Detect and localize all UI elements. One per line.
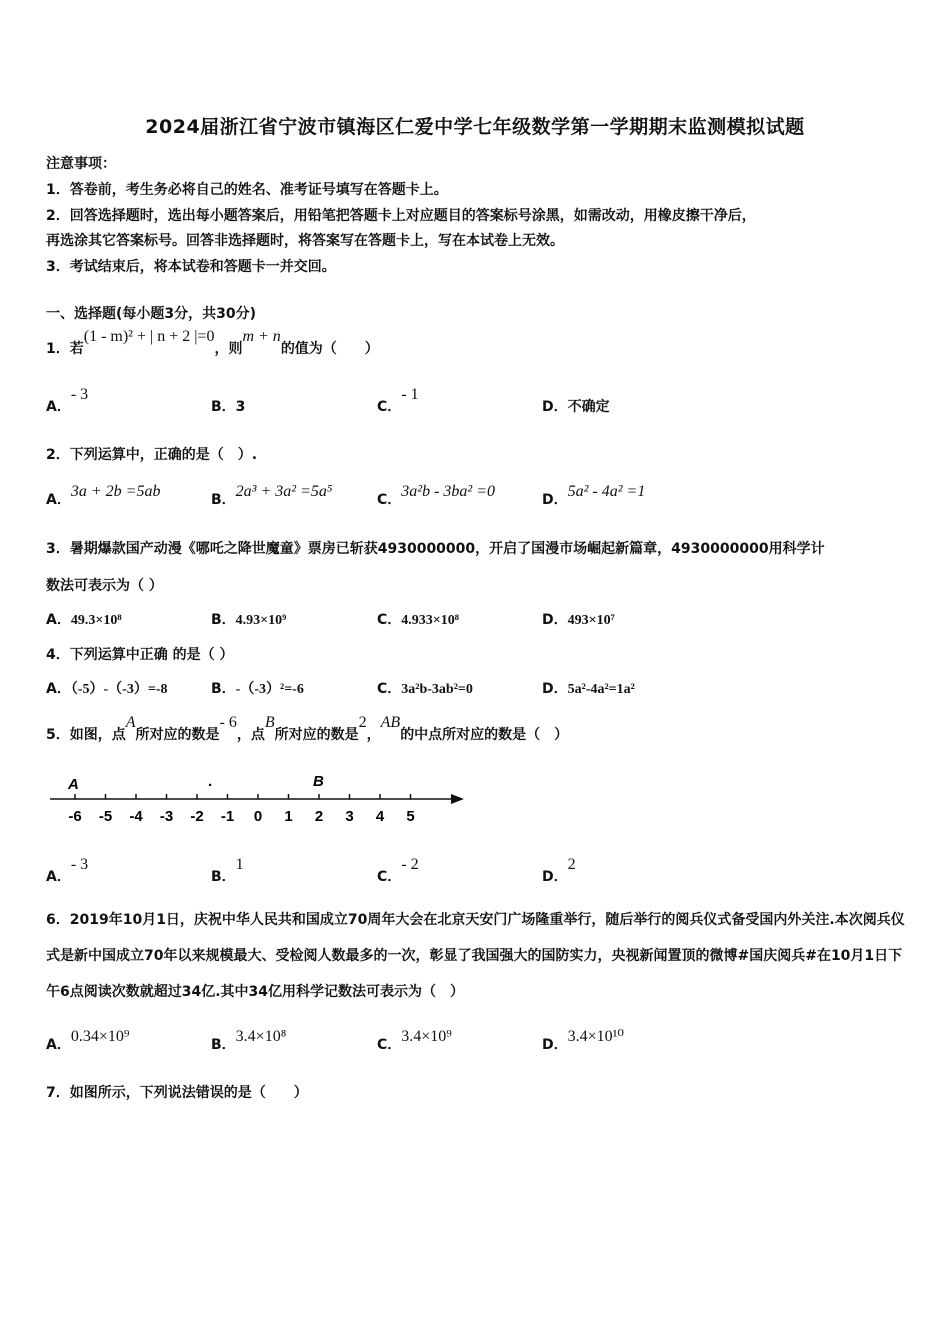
- question-4: 4．下列运算中正确 的是（ ）: [46, 647, 234, 663]
- q1-expression-2: m + n: [242, 328, 281, 345]
- q6-option-b[interactable]: B．3.4×10⁸: [211, 1028, 287, 1053]
- q1-option-a[interactable]: A．- 3: [46, 386, 89, 415]
- q6-option-d[interactable]: D．3.4×10¹⁰: [542, 1028, 624, 1053]
- q4-option-c[interactable]: C．3a²b-3ab²=0: [377, 681, 473, 697]
- q2-option-d[interactable]: D．5a² - 4a² =1: [542, 483, 646, 508]
- q3-option-a[interactable]: A．49.3×10⁸: [46, 612, 122, 628]
- q1-expression: (1 - m)² + | n + 2 |=0: [83, 328, 215, 345]
- q2-option-c[interactable]: C．3a²b - 3ba² =0: [377, 483, 495, 508]
- q3-option-b[interactable]: B．4.93×10⁹: [211, 612, 287, 628]
- midpoint-dot: .: [208, 773, 213, 790]
- q1-option-c[interactable]: C．- 1: [377, 386, 419, 415]
- question-3-line-1: 3．暑期爆款国产动漫《哪吒之降世魔童》票房已斩获4930000000，开启了国漫市场崛起新篇章，4930000000用科学计: [46, 541, 825, 557]
- q2-option-a[interactable]: A．3a + 2b =5ab: [46, 483, 161, 508]
- q3-option-d[interactable]: D．493×10⁷: [542, 612, 615, 628]
- question-7: 7．如图所示，下列说法错误的是（ ）: [46, 1085, 308, 1101]
- number-line-tick-label: -3: [159, 808, 174, 825]
- notice-item-2: 2．回答选择题时，选出每小题答案后，用铅笔把答题卡上对应题目的答案标号涂黑，如需改动，用橡皮擦干净后，: [46, 208, 756, 224]
- number-line-tick-label: -2: [190, 808, 204, 825]
- number-line-arrow: [451, 794, 464, 804]
- question-1: 1．若(1 - m)² + | n + 2 |=0，则m + n的值为（ ）: [46, 328, 379, 357]
- notice-item-2-cont: 再选涂其它答案标号。回答非选择题时，将答案写在答题卡上，写在本试卷上无效。: [46, 233, 564, 249]
- number-line-tick-label: 0: [253, 808, 263, 825]
- number-line-tick-label: 3: [345, 808, 354, 825]
- q4-option-b[interactable]: B．-（-3）²=-6: [211, 681, 304, 697]
- number-line-tick-label: -6: [68, 808, 82, 825]
- notice-heading: 注意事项：: [46, 156, 116, 172]
- question-3-line-2: 数法可表示为（ ）: [46, 578, 163, 594]
- point-a-label: A: [68, 776, 79, 793]
- q5-option-b[interactable]: B．1: [211, 856, 244, 885]
- section-heading: 一、选择题(每小题3分，共30分): [46, 306, 257, 322]
- notice-item-1: 1．答卷前，考生务必将自己的姓名、准考证号填写在答题卡上。: [46, 182, 448, 198]
- number-line-tick-label: 2: [314, 808, 324, 825]
- q6-option-c[interactable]: C．3.4×10⁹: [377, 1028, 452, 1053]
- page-title: 2024届浙江省宁波市镇海区仁爱中学七年级数学第一学期期末监测模拟试题: [145, 116, 805, 138]
- number-line-tick-label: 4: [375, 808, 385, 825]
- notice-item-3: 3．考试结束后，将本试卷和答题卡一并交回。: [46, 259, 336, 275]
- q2-option-b[interactable]: B．2a³ + 3a² =5a⁵: [211, 483, 333, 508]
- number-line-figure: [46, 766, 466, 830]
- question-5: 5．如图，点A所对应的数是- 6，点B所对应的数是2，AB的中点所对应的数是（ ）: [46, 714, 569, 743]
- q5-option-a[interactable]: A．- 3: [46, 856, 89, 885]
- question-2: 2．下列运算中，正确的是（ ）.: [46, 447, 258, 463]
- number-line-tick-label: -5: [98, 808, 113, 825]
- q4-option-d[interactable]: D．5a²-4a²=1a²: [542, 681, 635, 697]
- q5-option-d[interactable]: D．2: [542, 856, 576, 885]
- q4-option-a[interactable]: A．（-5）-（-3）=-8: [46, 681, 168, 697]
- q6-option-a[interactable]: A．0.34×10⁹: [46, 1028, 130, 1053]
- q5-option-c[interactable]: C．- 2: [377, 856, 419, 885]
- point-b-label: B: [313, 773, 324, 790]
- number-line-tick-label: 1: [284, 808, 293, 825]
- q3-option-c[interactable]: C．4.933×10⁸: [377, 612, 459, 628]
- q1-option-b[interactable]: B．3: [211, 399, 246, 415]
- q1-option-d[interactable]: D．不确定: [542, 399, 610, 415]
- number-line-tick-label: 5: [406, 808, 415, 825]
- number-line-tick-label: -1: [220, 808, 235, 825]
- question-6: 6．2019年10月1日，庆祝中华人民共和国成立70周年大会在北京天安门广场隆重举行，随后举行的阅兵仪式备受国内外关注.本次阅兵仪式是新中国成立70年以来规模最大、受检阅人数最多的一次，彰显了我国强大的国防实力，央视新闻置顶的微博#国庆阅兵#在10月1日下午6点阅读次数就超过34亿.其中34亿用科学记数法可表示为（ ）: [46, 912, 905, 1000]
- number-line-tick-label: -4: [129, 808, 143, 825]
